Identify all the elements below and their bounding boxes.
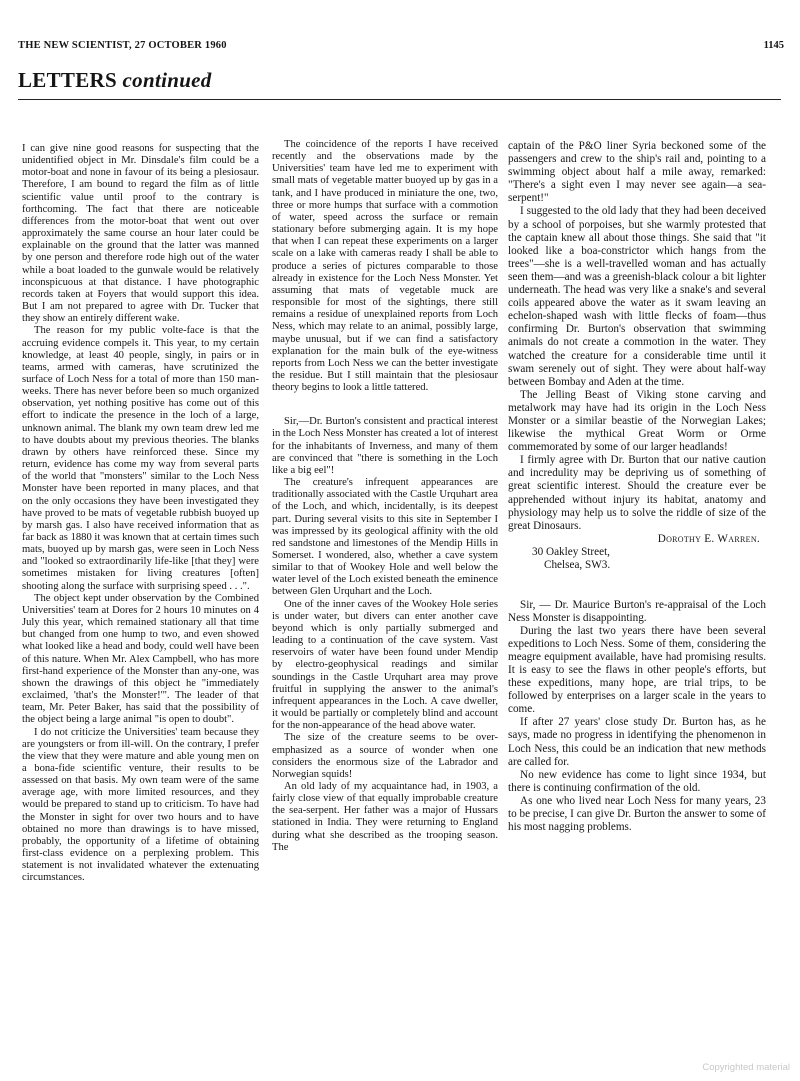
signature-address-line-1: 30 Oakley Street, bbox=[532, 545, 610, 558]
paragraph: One of the inner caves of the Wookey Hole series is under water, but divers can enter another cave beyond which is only partially submerged and leading to a continuation of the cave system. Vast reservoirs of water have been found under Mendip by electro-geophysical readings and similar soundings in the Castle Urquhart area may prove fruitful in supplying the answer to the animal's infrequent appearances in the Loch. A cave dweller, it would be partially or completely blind and account for the non-appearance of the head above water. bbox=[272, 598, 498, 732]
journal-title: THE NEW SCIENTIST, 27 OCTOBER 1960 bbox=[18, 40, 227, 51]
header-rule bbox=[18, 99, 781, 100]
paragraph: No new evidence has come to light since 1934, but there is continuing confirmation of the old. bbox=[508, 768, 766, 794]
paragraph: The Jelling Beast of Viking stone carving and metalwork may have had its origin in the Loch Ness Monster or a similar beastie of the Norwegian Lakes; likewise the mythical Great Worm or Orme commemorated by some of our larger headlands! bbox=[508, 388, 766, 454]
copyright-watermark: Copyrighted material bbox=[702, 1062, 790, 1073]
paragraph: During the last two years there have been several expeditions to Loch Ness. Some of them, considering the meagre equipment available, have had promising results. It is easy to see the flaws in other people's efforts, but these expeditions, many hope, are trial trips, to be followed by enterprises on a larger scale in the years to come. bbox=[508, 624, 766, 716]
paragraph: captain of the P&O liner Syria beckoned some of the passengers and crew to the ship's rail and, pointing to a swimming object about half a mile away, remarked: "There's a sight even I may never see again—a sea-serpent!" bbox=[508, 140, 766, 205]
paragraph: The size of the creature seems to be over-emphasized as a source of wonder when one considers the enormous size of the Labrador and Norwegian squids! bbox=[272, 732, 498, 780]
page-number: 1145 bbox=[763, 40, 784, 51]
paragraph: The reason for my public volte-face is that the accruing evidence compels it. This year, to my certain knowledge, at least 40 people, singly, in pairs or in teams, armed with cameras, have scrutinized the surface of Loch Ness for a total of more than 150 man-weeks. There has never before been so much organized observation, yet nothing positive has come out of this effort to indicate the presence in the loch of a large, unknown animal. The blank my own team drew led me to have doubts about my previous theories. The blanks drawn by others have reinforced these. Since my return, evidence has come my way from several parts of the world that "monsters" similar to the Loch Ness Monster have been reported in many places, and that on the only occasions they have been investigated they have proved to be mats of vegetable rubbish buoyed up by marsh gas. I also have received information that as far back as 1880 it was known that at certain times such mats, buoyed up by marsh gas, were seen in Loch Ness and "looked so extraordinarily life-like [that they] were sometimes mistaken for living creatures [often] shooting along the surface with surprising speed . . .". bbox=[22, 325, 259, 592]
section-title-sub: continued bbox=[122, 68, 212, 92]
paragraph: The creature's infrequent appearances are traditionally associated with the Castle Urquhart area of the Loch, and which, incidentally, is its deepest part. During several visits to this site in September I was impressed by its geological affinity with the old red sandstone and limestones of the Mendip Hills in Somerset. I wondered, also, whether a cave system similar to that of Wookey Hole and well below the water level of the Loch existed beneath the eminence between Glen Urquhart and the Loch. bbox=[272, 477, 498, 598]
section-title bbox=[18, 68, 212, 93]
letter-salutation-paragraph: Sir, — Dr. Maurice Burton's re-appraisal of the Loch Ness Monster is disappointing. bbox=[508, 598, 766, 624]
section-title-main: LETTERS bbox=[18, 68, 117, 92]
letter-column-3 bbox=[508, 140, 766, 834]
paragraph: I firmly agree with Dr. Burton that our native caution and incredulity may be depriving us of something of great scientific interest. Should the creature ever be apprehended without injury its habitat, anatomy and physiology may help us to solve the riddle of size of the great Dinosaurs. bbox=[508, 454, 766, 532]
letter-column-2 bbox=[272, 139, 498, 854]
paragraph: I suggested to the old lady that they had been deceived by a school of porpoises, but she warmly protested that the captain knew all about those things. She said that "it looked like a boa-constrictor which hangs from the trees"—she is a well-travelled woman and has actually seen them—and was a greenish-black colour a bit lighter underneath. The head was very like a snake's and several coils appeared above the water as it swam leaving an echelon-shaped wash with little flecks of foam—thus confirming Dr. Burton's observation that swimming animals do not create a commotion in the water. They watched the creature for a considerable time until it swam serenely out of sight. They were about half-way between Bombay and Aden at the time. bbox=[508, 205, 766, 388]
paragraph: The coincidence of the reports I have received recently and the observations made by the Universities' team have led me to experiment with small mats of vegetable matter buoyed up by gas in a tank, and I have produced in miniature the one, two, three or more humps that surface with a commotion of water, speed across the surface or remain stationary before submerging again. It is my hope that when I can repeat these experiments on a larger scale on a lake with cameras ready I shall be able to produce a series of pictures comparable to those already in existence for the Loch Ness Monster. Yet assuming that mats of vegetable muck are responsible for most of the sightings, there still remains a residue of unexplained reports from Loch Ness, which may relate to an animal, possibly large, maybe unusual, but if we can find a satisfactory explanation for the main bulk of the eye-witness reports from Loch Ness we can the better investigate the residue. But I still maintain that the plesiosaur theory begins to look a little tattered. bbox=[272, 139, 498, 394]
running-head bbox=[18, 40, 784, 54]
paragraph: I do not criticize the Universities' team because they are youngsters or from ill-will. On the contrary, I prefer the view that they were mature and able young men on a bona-fide scientific venture, their results to be assessed on that basis. My own team were of the same average age, with more limited resources, and they would be prepared to stand up to criticism. To have had the Monster in sight for over two hours and to have obtained no more than drawings is to have missed, probably, the opportunity of a lifetime of obtaining first-class evidence on a perplexing problem. This statement is not invalidated whatever the extenuating circumstances. bbox=[22, 726, 259, 884]
letter-column-1 bbox=[22, 143, 259, 885]
letter-salutation-paragraph: Sir,—Dr. Burton's consistent and practical interest in the Loch Ness Monster has created a lot of interest for the inhabitants of Inverness, and many of them are convinced that "there is something in the Loch like a big eel"! bbox=[272, 416, 498, 476]
letter-signature: Dorothy E. Warren. bbox=[657, 532, 760, 545]
paragraph: The object kept under observation by the Combined Universities' team at Dores for 2 hours 10 minutes on 4 July this year, which remained stationary all that time but changed from one hump to two, and even showed what looked like a head and body, could well have been of this nature. When Mr. Alex Campbell, who has more first-hand experience of the Monster than any-one, was shown the drawings of this object he "immediately exclaimed, 'that's the Monster!'". The leader of that team, Mr. Peter Baker, has said that the possibility of the object being a large animal "is open to doubt". bbox=[22, 592, 259, 726]
paragraph: I can give nine good reasons for suspecting that the unidentified object in Mr. Dinsdale's film could be a motor-boat and none in favour of its being a plesiosaur. Therefore, I am bound to regard the film as of little scientific value until proof to the contrary is forthcoming. The fact that there are noticeable differences from the motor-boat that went out over approximately the same course an hour later could be explainable on the ground that the latter was manned by one person and therefore rode high out of the water while a boat loaded to the gunwale would be relatively inconspicuous at that distance. I have photographic records taken at Foyers that would support this idea. But I am not prepared to agree with Dr. Tucker that they show an entirely different wake. bbox=[22, 143, 259, 325]
paragraph: An old lady of my acquaintance had, in 1903, a fairly close view of that equally improbable creature the sea-serpent. Her father was a major of Hussars stationed in India. They were returning to England during what she described as the trooping season. The bbox=[272, 780, 498, 853]
paragraph: If after 27 years' close study Dr. Burton has, as he says, made no progress in identifying the phenomenon in Loch Ness, this could be an indication that new methods are called for. bbox=[508, 716, 766, 768]
paragraph: As one who lived near Loch Ness for many years, 23 to be precise, I can give Dr. Burton the answer to some of his most nagging problems. bbox=[508, 794, 766, 834]
signature-address-line-2: Chelsea, SW3. bbox=[544, 559, 611, 572]
